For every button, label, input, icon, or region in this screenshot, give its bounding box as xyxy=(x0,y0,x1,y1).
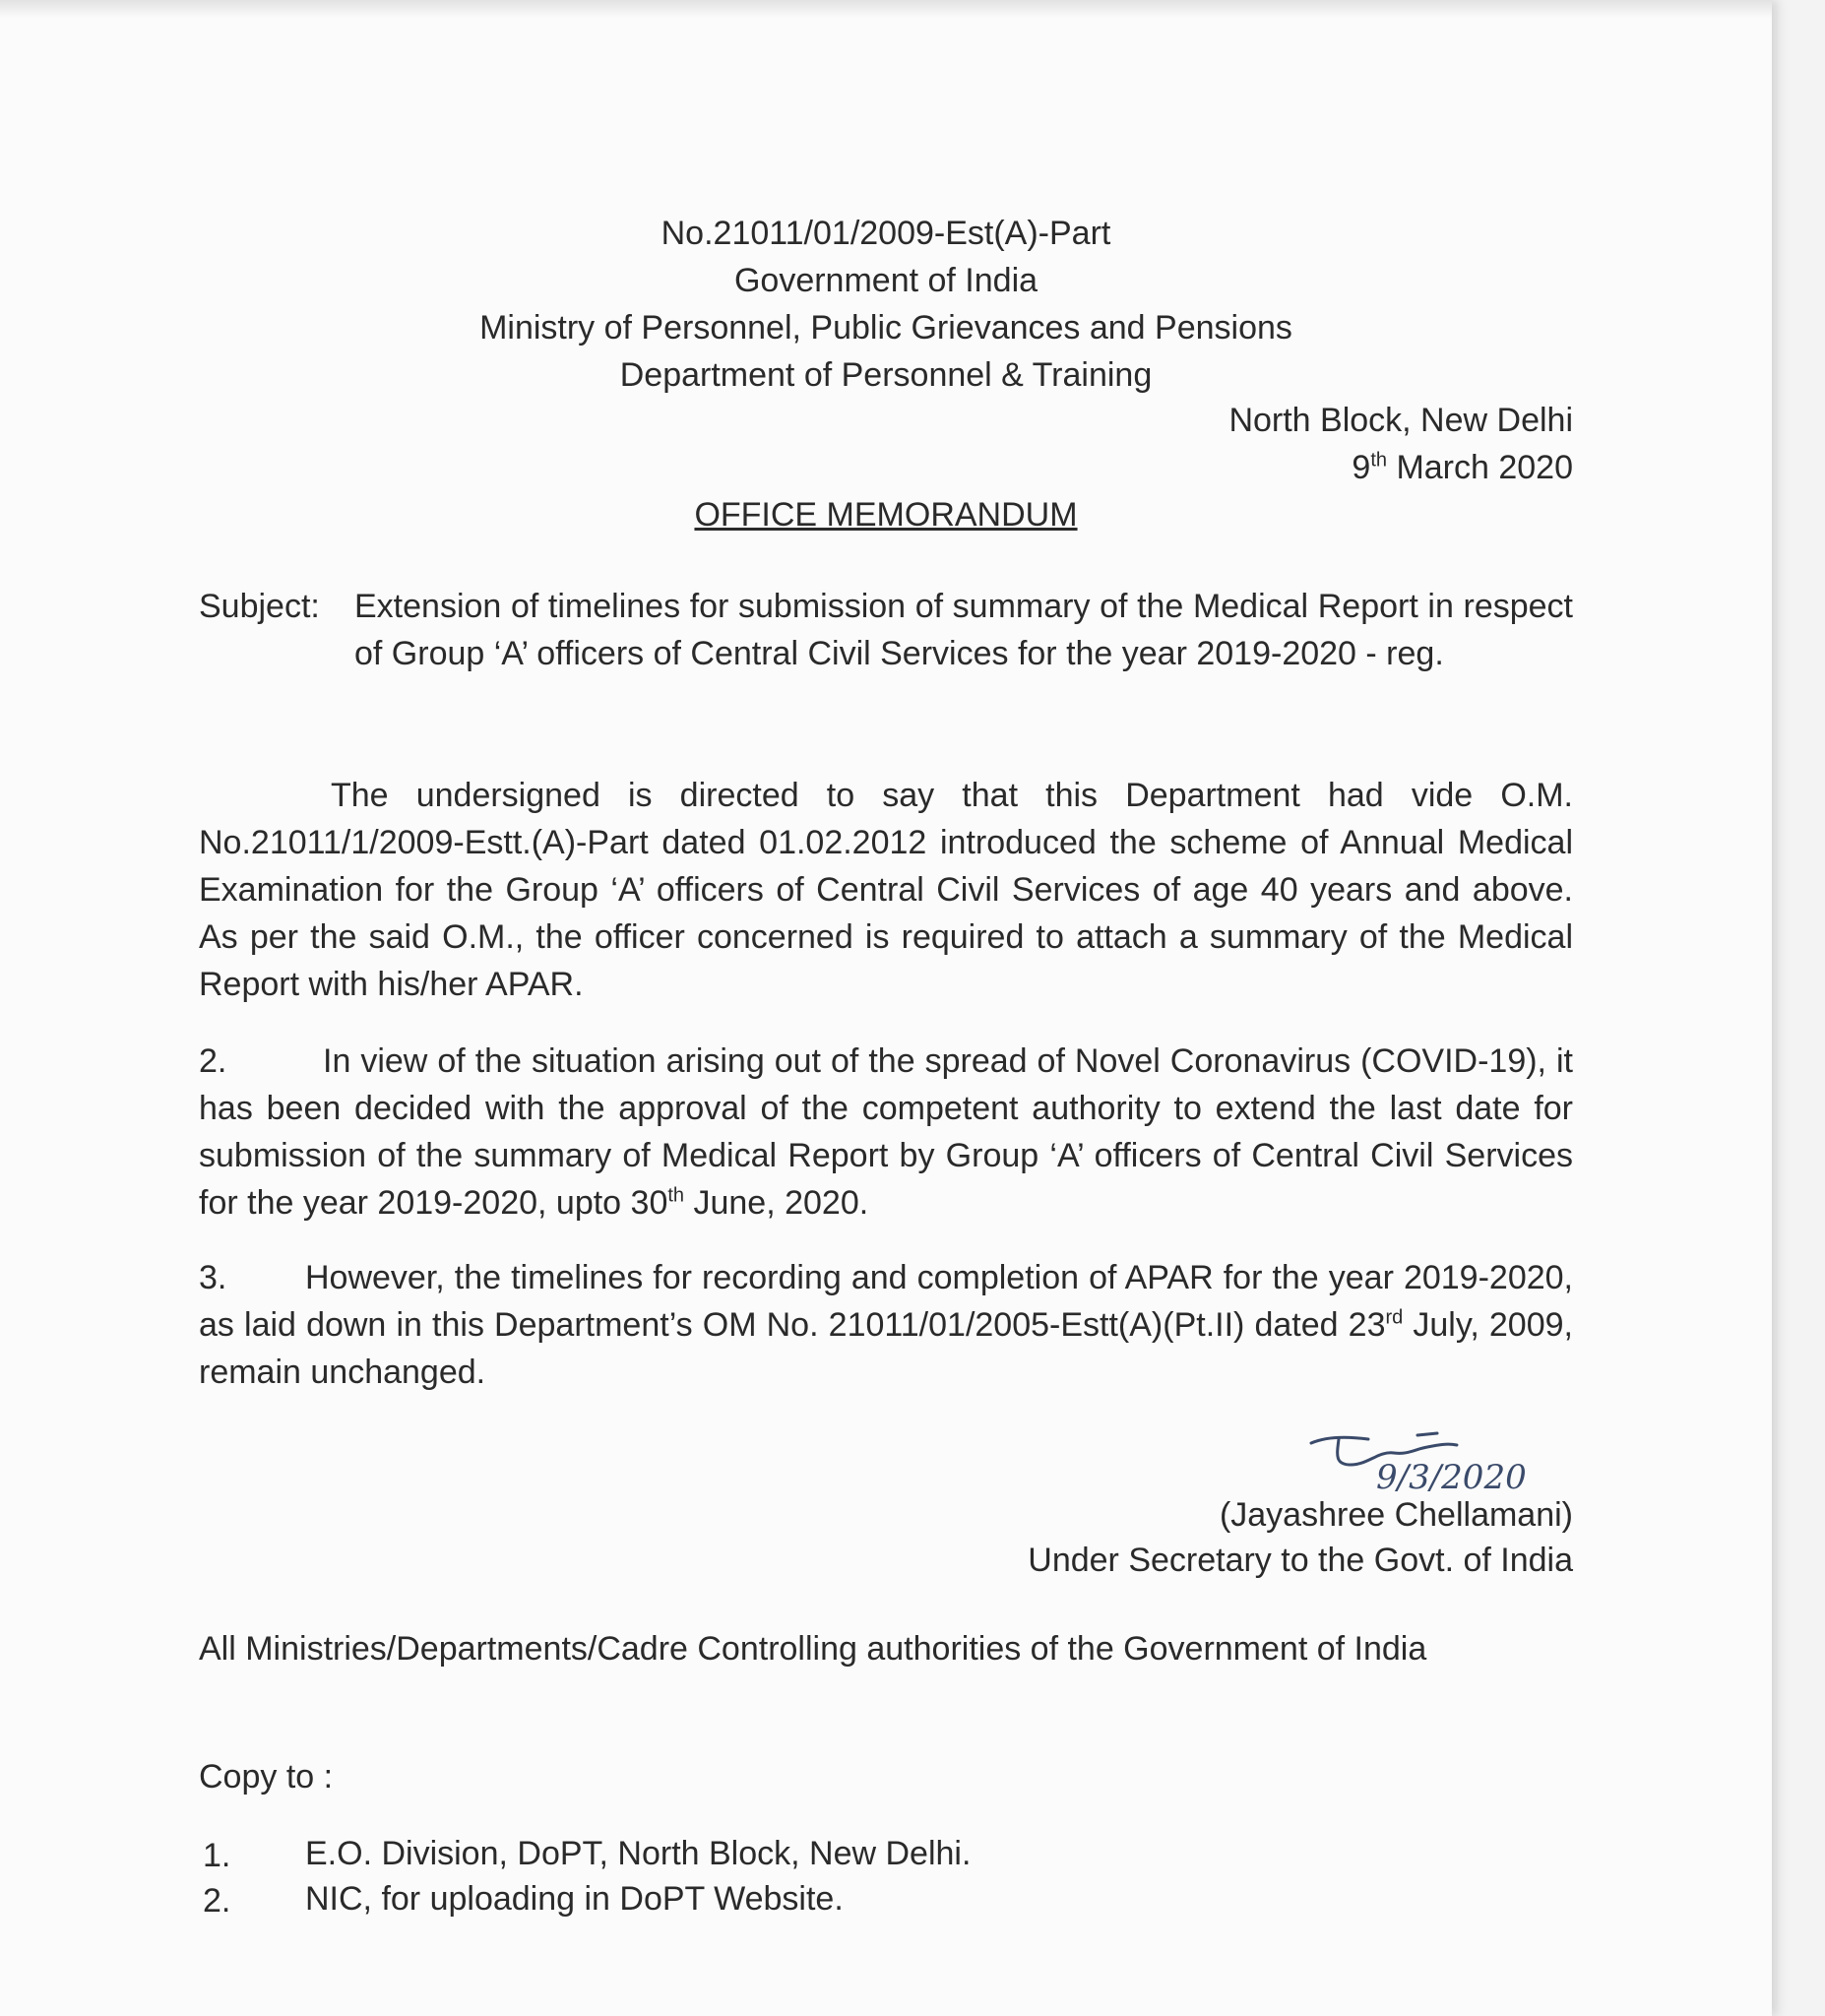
government-name: Government of India xyxy=(733,262,1038,299)
paragraph-1: The undersigned is directed to say that this Department had vide O.M. No.21011/1/2009-Estt.(A)-Part dated 01.02.2012 introduced the scheme of Annual Medical Examination for the Group ‘A’ officers of Central Civil Services of age 40 years and above. As per the said O.M., the officer concerned is required to attach a summary of the Medical Report with his/her APAR. xyxy=(199,777,1573,1003)
memo-date xyxy=(1352,449,1573,487)
paragraph-2 xyxy=(199,1038,1573,1227)
date-suffix: th xyxy=(1370,449,1387,472)
memo-title-row xyxy=(0,496,1772,535)
signatory-designation: Under Secretary to the Govt. of India xyxy=(1028,1542,1573,1579)
paragraph-2-number: 2. xyxy=(199,1042,227,1080)
subject-block xyxy=(199,583,1573,677)
copy-to-item-1-number: 1. xyxy=(203,1837,231,1874)
handwritten-date: 9/3/2020 xyxy=(1376,1458,1527,1497)
scan-top-edge xyxy=(0,0,1772,18)
copy-to-label: Copy to : xyxy=(199,1758,334,1796)
file-number: No.21011/01/2009-Est(A)-Part xyxy=(661,215,1111,252)
memo-title: OFFICE MEMORANDUM xyxy=(694,496,1078,534)
handwritten-signature xyxy=(1299,1425,1555,1504)
paragraph-2-text-a: In view of the situation arising out of the spread of Novel Coronavirus (COVID-19), it has been decided with the approval of the competent authority to extend the last date for submission of the summary of Medical Report by Group ‘A’ officers of Central Civil Services for the year 2019-2020, upto 30 xyxy=(199,1042,1573,1222)
copy-to-item-2-text: NIC, for uploading in DoPT Website. xyxy=(305,1880,844,1918)
copy-to-item-1-text: E.O. Division, DoPT, North Block, New Delhi. xyxy=(305,1835,972,1872)
department-name: Department of Personnel & Training xyxy=(619,356,1153,394)
signatory-name: (Jayashree Chellamani) xyxy=(1219,1496,1573,1534)
paragraph-3-number: 3. xyxy=(199,1259,227,1296)
addressee: All Ministries/Departments/Cadre Controlling authorities of the Government of India xyxy=(199,1630,1427,1668)
subject-text: Extension of timelines for submission of summary of the Medical Report in respect of Group ‘A’ officers of Central Civil Services for the year 2019-2020 - reg. xyxy=(354,588,1573,672)
ministry-name: Ministry of Personnel, Public Grievances and Pensions xyxy=(479,309,1292,346)
paragraph-3-text-b: July, 2009, remain unchanged. xyxy=(199,1306,1573,1391)
paragraph-3-text-a: However, the timelines for recording and completion of APAR for the year 2019-2020, as laid down in this Department’s OM No. 21011/01/2005-Estt(A)(Pt.II) dated 23 xyxy=(199,1259,1573,1344)
paragraph-2-text-b: June, 2020. xyxy=(684,1184,869,1222)
subject-label: Subject: xyxy=(199,588,320,625)
paragraph-3 xyxy=(199,1254,1573,1396)
date-day: 9 xyxy=(1352,449,1371,486)
paragraph-3-sup: rd xyxy=(1385,1306,1404,1329)
paragraph-2-sup: th xyxy=(667,1184,685,1207)
place: North Block, New Delhi xyxy=(1228,402,1573,439)
date-rest: March 2020 xyxy=(1396,449,1573,486)
copy-to-item-2-number: 2. xyxy=(203,1882,231,1920)
